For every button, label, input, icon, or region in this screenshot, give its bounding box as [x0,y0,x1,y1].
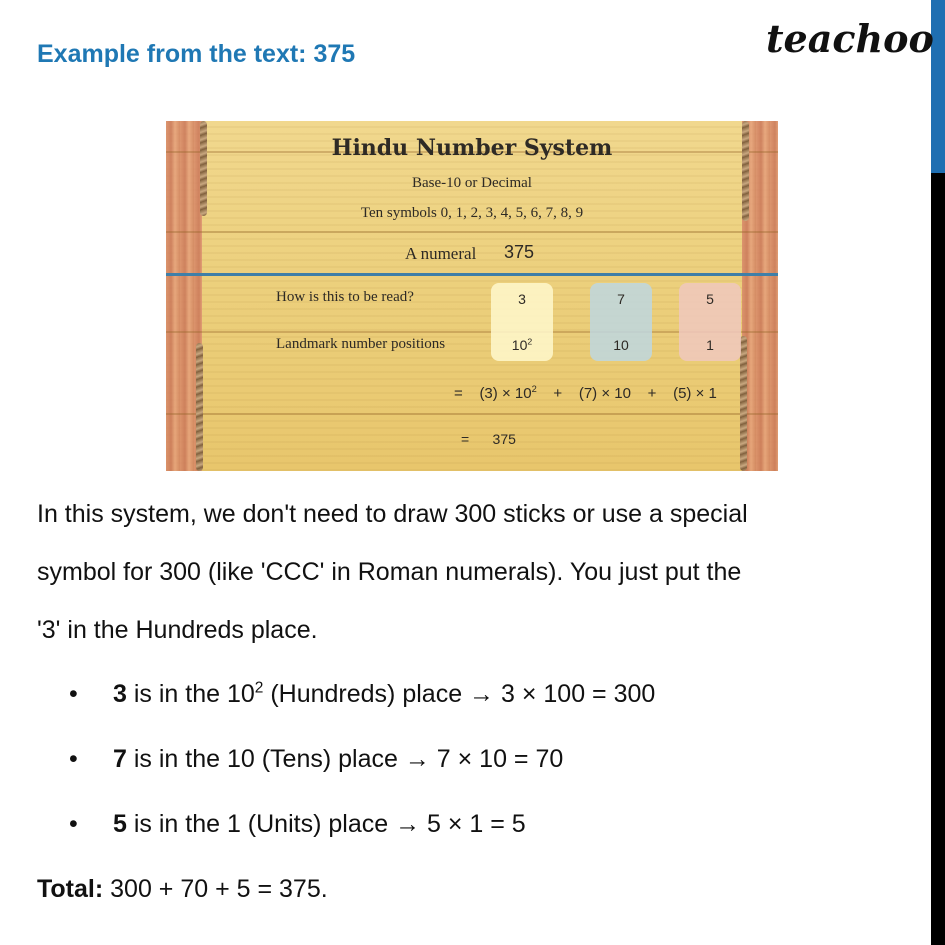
paragraph-line-2: symbol for 300 (like 'CCC' in Roman numerals). You just put the [37,558,742,586]
paragraph-line-3: '3' in the Hundreds place. [37,616,318,644]
units-position: 1 [706,337,714,353]
hundreds-box [491,283,553,361]
figure-subtitle-base: Base-10 or Decimal [412,175,532,191]
teachoo-logo: teachoo [766,16,934,61]
numeral-value: 375 [504,242,535,262]
bullet-icon: • [69,745,78,773]
page-heading: Example from the text: 375 [37,40,356,68]
hundreds-digit: 3 [518,291,526,307]
plank-line [166,231,778,233]
expanded-form: = $(3) \times 10^2$ + (7) × 10 + (5) × 1 [454,384,717,402]
hundreds-position: $10^2$ [511,336,533,353]
result-line: = 375 [461,431,516,447]
bullet-icon: • [69,810,78,838]
positions-row-label: Landmark number positions [276,336,446,352]
figure-subtitle-symbols: Ten symbols 0, 1, 2, 3, 4, 5, 6, 7, 8, 9 [360,205,584,221]
units-box [679,283,741,361]
units-digit: 5 [706,291,714,307]
total-line: Total: 300 + 70 + 5 = 375. [37,875,328,903]
tens-box [590,283,652,361]
bullet-icon: • [69,680,78,708]
rope-decoration [740,336,747,471]
hindu-number-system-figure [166,121,778,471]
bullet-tens: • 7 is in the 10 (Tens) place → 7 × 10 = 70 [69,745,564,773]
bullet-hundreds: • 3 is in the $10^2$ (Hundreds) place → 3 × 100 = 300 [69,679,656,708]
figure-title: Hindu Number System [331,135,613,161]
bullet-units: • 5 is in the 1 (Units) place → 5 × 1 = 5 [69,810,526,838]
figure-divider [166,273,778,276]
read-row-label: How is this to be read? [276,289,414,305]
numeral-label: A numeral [405,244,477,263]
paragraph-line-1: In this system, we don't need to draw 300 sticks or use a special [37,500,748,528]
rope-decoration [196,343,203,471]
tens-digit: 7 [617,291,625,307]
tens-position: 10 [613,337,629,353]
plank-line [166,413,778,415]
